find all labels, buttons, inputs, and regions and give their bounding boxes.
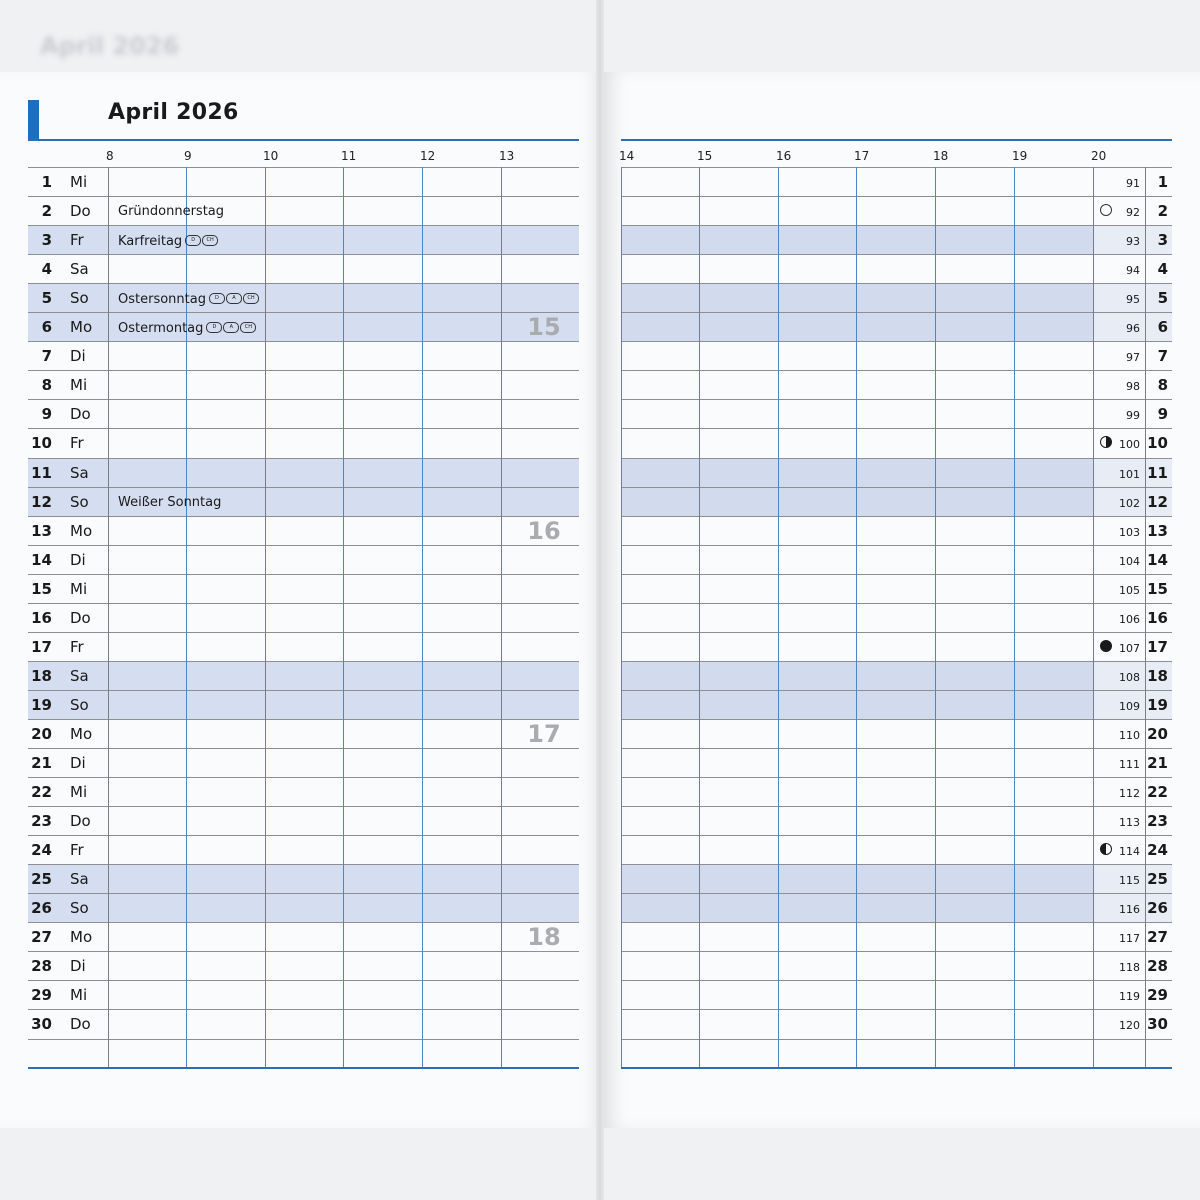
row-line: [621, 487, 1172, 488]
row-line: [621, 777, 1172, 778]
row-line: [621, 748, 1172, 749]
weekend-band: [621, 864, 1093, 893]
row-line: [621, 341, 1172, 342]
day-of-year: 99: [1126, 409, 1140, 423]
day-number: 23: [31, 812, 52, 831]
row-line: [28, 922, 579, 923]
row-line: [621, 690, 1172, 691]
hour-column-line: [778, 167, 779, 1067]
hour-label: 11: [341, 149, 357, 163]
weekday-label: Sa: [70, 666, 89, 685]
weekend-band: [621, 690, 1093, 719]
week-number: 18: [527, 923, 561, 952]
weekday-label: Fr: [70, 231, 84, 250]
weekend-band: [28, 690, 579, 719]
page-gutter: [596, 0, 604, 1200]
weekday-label: Mi: [70, 783, 88, 802]
holiday-label: Weißer Sonntag: [118, 494, 222, 510]
day-number: 1: [41, 173, 52, 191]
day-number: 21: [31, 754, 52, 772]
day-of-year: 98: [1126, 380, 1140, 394]
weekday-label: Di: [70, 957, 86, 976]
weekday-label: Fr: [70, 841, 84, 860]
row-line: [621, 312, 1172, 313]
day-number: 16: [31, 608, 52, 627]
weekday-label: Mi: [70, 173, 88, 191]
weekday-label: So: [70, 492, 89, 511]
hour-label: 9: [184, 149, 192, 163]
header-rule-right: [621, 139, 1172, 141]
weekend-band: [621, 458, 1093, 487]
day-number: 20: [31, 724, 52, 743]
day-of-year: 104: [1119, 554, 1140, 568]
day-of-year: 105: [1119, 583, 1140, 597]
day-number: 10: [31, 434, 52, 453]
holiday-label: Ostersonntag D A CH: [118, 291, 260, 307]
hour-column-line: [343, 167, 344, 1067]
row-line: [621, 951, 1172, 952]
region-badge: CH: [240, 322, 256, 333]
hour-label: 8: [106, 149, 114, 163]
row-line: [621, 283, 1172, 284]
day-number-right: 1: [1157, 173, 1168, 191]
hour-column-line: [422, 167, 423, 1067]
day-of-year: 115: [1119, 874, 1140, 888]
day-of-year: 120: [1119, 1019, 1140, 1033]
month-title: April 2026: [108, 100, 239, 125]
row-line: [621, 458, 1172, 459]
row-line: [621, 864, 1172, 865]
weekend-band: [621, 312, 1093, 341]
row-line: [621, 516, 1172, 517]
day-number: 26: [31, 899, 52, 918]
day-of-year: 107: [1119, 641, 1140, 655]
week-number: 16: [527, 516, 561, 545]
row-line: [621, 545, 1172, 546]
day-number-right: 6: [1157, 318, 1168, 337]
row-line: [28, 719, 579, 720]
hour-column-line: [1014, 167, 1015, 1067]
day-number: 25: [31, 870, 52, 889]
row-line: [28, 574, 579, 575]
weekend-band: [28, 283, 579, 312]
day-number-right: 18: [1147, 666, 1168, 685]
hour-column-line: [935, 167, 936, 1067]
day-number-right: 15: [1147, 579, 1168, 598]
row-line: [621, 399, 1172, 400]
row-line: [28, 603, 579, 604]
day-of-year: 113: [1119, 816, 1140, 830]
weekday-label: Di: [70, 754, 86, 772]
day-number-right: 28: [1147, 957, 1168, 976]
row-line: [28, 370, 579, 371]
footer-rule-right: [621, 1067, 1172, 1069]
weekend-band: [28, 225, 579, 254]
row-line: [621, 661, 1172, 662]
hour-column-line: [856, 167, 857, 1067]
day-number: 3: [41, 231, 52, 250]
weekday-label: Do: [70, 1015, 91, 1034]
hour-label: 17: [854, 149, 870, 163]
row-line: [28, 980, 579, 981]
weekday-label: Di: [70, 347, 86, 366]
row-line: [28, 661, 579, 662]
day-number: 18: [31, 666, 52, 685]
row-line: [28, 806, 579, 807]
row-line: [28, 196, 579, 197]
holiday-label: Gründonnerstag: [118, 204, 225, 220]
holiday-label: Ostermontag D A CH: [118, 320, 257, 336]
row-line: [621, 893, 1172, 894]
day-number-right: 4: [1157, 260, 1168, 279]
row-line: [621, 719, 1172, 720]
day-number-right: 22: [1147, 783, 1168, 802]
day-number-right: 13: [1147, 521, 1168, 540]
day-of-year: 111: [1119, 758, 1140, 771]
region-badge: D: [185, 235, 201, 246]
row-line: [28, 864, 579, 865]
day-number: 24: [31, 841, 52, 860]
row-line: [621, 980, 1172, 981]
hour-label: 10: [263, 149, 279, 163]
weekday-label: Mi: [70, 986, 88, 1005]
day-number: 30: [31, 1015, 52, 1034]
weekday-label: So: [70, 899, 89, 918]
day-of-year: 103: [1119, 525, 1140, 539]
row-line: [28, 951, 579, 952]
hour-column-line: [501, 167, 502, 1067]
weekday-label: Do: [70, 405, 91, 424]
day-of-year: 108: [1119, 670, 1140, 684]
hour-label: 12: [420, 149, 436, 163]
day-number-right: 9: [1157, 405, 1168, 424]
row-line: [28, 167, 579, 168]
day-of-year: 92: [1126, 206, 1140, 220]
day-of-year: 102: [1119, 496, 1140, 510]
row-line: [28, 516, 579, 517]
day-number-right: 7: [1157, 347, 1168, 366]
weekend-band: [621, 283, 1093, 312]
day-number-right: 16: [1147, 608, 1168, 627]
row-line: [28, 690, 579, 691]
row-line: [621, 254, 1172, 255]
day-of-year: 114: [1119, 845, 1140, 859]
day-number: 9: [41, 405, 52, 424]
row-line: [621, 370, 1172, 371]
row-line: [28, 254, 579, 255]
region-badge: CH: [202, 235, 218, 246]
day-number: 22: [31, 783, 52, 802]
row-line: [28, 835, 579, 836]
day-number: 14: [31, 550, 52, 569]
weekday-label: Do: [70, 812, 91, 831]
day-number: 13: [31, 521, 52, 540]
weekday-label: Sa: [70, 463, 89, 482]
day-number-right: 26: [1147, 899, 1168, 918]
hour-label: 14: [619, 149, 635, 163]
weekend-band: [28, 312, 579, 341]
day-number: 12: [31, 492, 52, 511]
day-number: 5: [41, 289, 52, 308]
day-number-right: 2: [1157, 202, 1168, 221]
weekday-label: Mi: [70, 376, 88, 395]
hour-column-line: [699, 167, 700, 1067]
row-line: [621, 806, 1172, 807]
weekday-label: Mi: [70, 579, 88, 598]
hour-column-line: [108, 167, 109, 1067]
weekday-label: Do: [70, 202, 91, 221]
week-number: 15: [527, 313, 561, 342]
weekday-label: Mo: [70, 521, 93, 540]
weekend-band: [621, 487, 1093, 516]
row-line: [28, 283, 579, 284]
row-line: [28, 312, 579, 313]
blurred-header: April 2026: [40, 32, 180, 60]
weekday-label: Mo: [70, 928, 93, 947]
row-line: [621, 1009, 1172, 1010]
weekday-label: Fr: [70, 637, 84, 656]
row-line: [28, 399, 579, 400]
weekday-label: So: [70, 695, 89, 714]
day-of-year: 112: [1119, 787, 1140, 801]
row-line: [621, 835, 1172, 836]
day-number-right: 5: [1157, 289, 1168, 308]
row-line: [621, 574, 1172, 575]
weekend-band: [28, 864, 579, 893]
holiday-label: Karfreitag D CH: [118, 233, 219, 249]
day-number-right: 21: [1147, 754, 1168, 772]
region-badge: D: [209, 293, 225, 304]
row-line: [621, 225, 1172, 226]
weekend-band: [28, 661, 579, 690]
day-number-right: 14: [1147, 550, 1168, 569]
day-number-right: 23: [1147, 812, 1168, 831]
day-of-year: 91: [1126, 177, 1140, 190]
row-line: [621, 632, 1172, 633]
weekday-label: Sa: [70, 260, 89, 279]
day-number-right: 27: [1147, 928, 1168, 947]
hour-label: 13: [499, 149, 515, 163]
header-rule-left: [28, 139, 579, 141]
weekday-label: Mo: [70, 318, 93, 337]
day-number: 8: [41, 376, 52, 395]
day-number-right: 24: [1147, 841, 1168, 860]
weekend-band: [28, 893, 579, 922]
row-line: [621, 167, 1172, 168]
weekday-label: Do: [70, 608, 91, 627]
hour-column-line: [621, 167, 622, 1067]
row-line: [621, 603, 1172, 604]
hour-label: 15: [697, 149, 713, 163]
hour-label: 16: [776, 149, 792, 163]
day-number: 17: [31, 637, 52, 656]
day-of-year: 117: [1119, 932, 1140, 946]
month-accent-bar: [28, 100, 39, 140]
day-number-right: 25: [1147, 870, 1168, 889]
weekday-label: Di: [70, 550, 86, 569]
row-line: [28, 893, 579, 894]
day-of-year: 94: [1126, 264, 1140, 278]
row-line: [28, 458, 579, 459]
weekend-band: [621, 661, 1093, 690]
day-of-year: 101: [1119, 467, 1140, 481]
row-line: [28, 341, 579, 342]
hour-column-line: [1093, 167, 1094, 1067]
row-line: [28, 545, 579, 546]
region-badge: CH: [243, 293, 259, 304]
day-number-right: 29: [1147, 986, 1168, 1005]
day-number: 27: [31, 928, 52, 947]
day-of-year: 116: [1119, 903, 1140, 917]
hour-label: 19: [1012, 149, 1028, 163]
day-number: 15: [31, 579, 52, 598]
day-of-year: 93: [1126, 235, 1140, 249]
day-number-right: 8: [1157, 376, 1168, 395]
day-number-right: 30: [1147, 1015, 1168, 1034]
day-number-right: 20: [1147, 724, 1168, 743]
row-line: [28, 1009, 579, 1010]
day-number: 6: [41, 318, 52, 337]
day-of-year: 96: [1126, 322, 1140, 336]
region-badge: A: [226, 293, 242, 304]
day-number-right: 10: [1147, 434, 1168, 453]
row-line: [621, 922, 1172, 923]
row-line: [28, 748, 579, 749]
row-line: [28, 632, 579, 633]
day-of-year: 100: [1119, 438, 1140, 452]
weekday-label: Mo: [70, 724, 93, 743]
weekend-band: [621, 225, 1093, 254]
day-number-right: 19: [1147, 695, 1168, 714]
day-number-right: 11: [1147, 463, 1168, 482]
row-line: [621, 1039, 1172, 1040]
footer-rule-left: [28, 1067, 579, 1069]
day-number: 28: [31, 957, 52, 976]
day-of-year: 97: [1126, 351, 1140, 365]
row-line: [28, 225, 579, 226]
hour-column-line: [265, 167, 266, 1067]
week-number: 17: [527, 719, 561, 748]
hour-label: 18: [933, 149, 949, 163]
day-of-year: 119: [1119, 990, 1140, 1004]
day-number-right: 3: [1157, 231, 1168, 250]
weekend-band: [28, 487, 579, 516]
day-number: 4: [41, 260, 52, 279]
region-badges: [209, 291, 260, 306]
row-line: [621, 196, 1172, 197]
day-of-year: 118: [1119, 961, 1140, 975]
weekday-label: So: [70, 289, 89, 308]
day-of-year: 110: [1119, 728, 1140, 742]
row-line: [28, 1039, 579, 1040]
day-number-right: 12: [1147, 492, 1168, 511]
day-number-right: 17: [1147, 637, 1168, 656]
day-number: 11: [31, 463, 52, 482]
day-number: 19: [31, 695, 52, 714]
weekday-label: Fr: [70, 434, 84, 453]
weekday-label: Sa: [70, 870, 89, 889]
day-number: 2: [41, 202, 52, 221]
moon-new-icon: [1100, 640, 1112, 652]
day-number: 7: [41, 347, 52, 366]
day-of-year: 106: [1119, 612, 1140, 626]
hour-label: 20: [1091, 149, 1107, 163]
day-number: 29: [31, 986, 52, 1005]
weekend-band: [28, 458, 579, 487]
moon-full-icon: [1100, 204, 1112, 216]
row-line: [28, 487, 579, 488]
weekend-band: [621, 893, 1093, 922]
region-badges: [206, 320, 257, 335]
day-of-year: 109: [1119, 699, 1140, 713]
day-of-year: 95: [1126, 293, 1140, 307]
region-badge: A: [223, 322, 239, 333]
region-badges: [185, 233, 219, 248]
region-badge: D: [206, 322, 222, 333]
row-line: [621, 428, 1172, 429]
row-line: [28, 428, 579, 429]
row-line: [28, 777, 579, 778]
